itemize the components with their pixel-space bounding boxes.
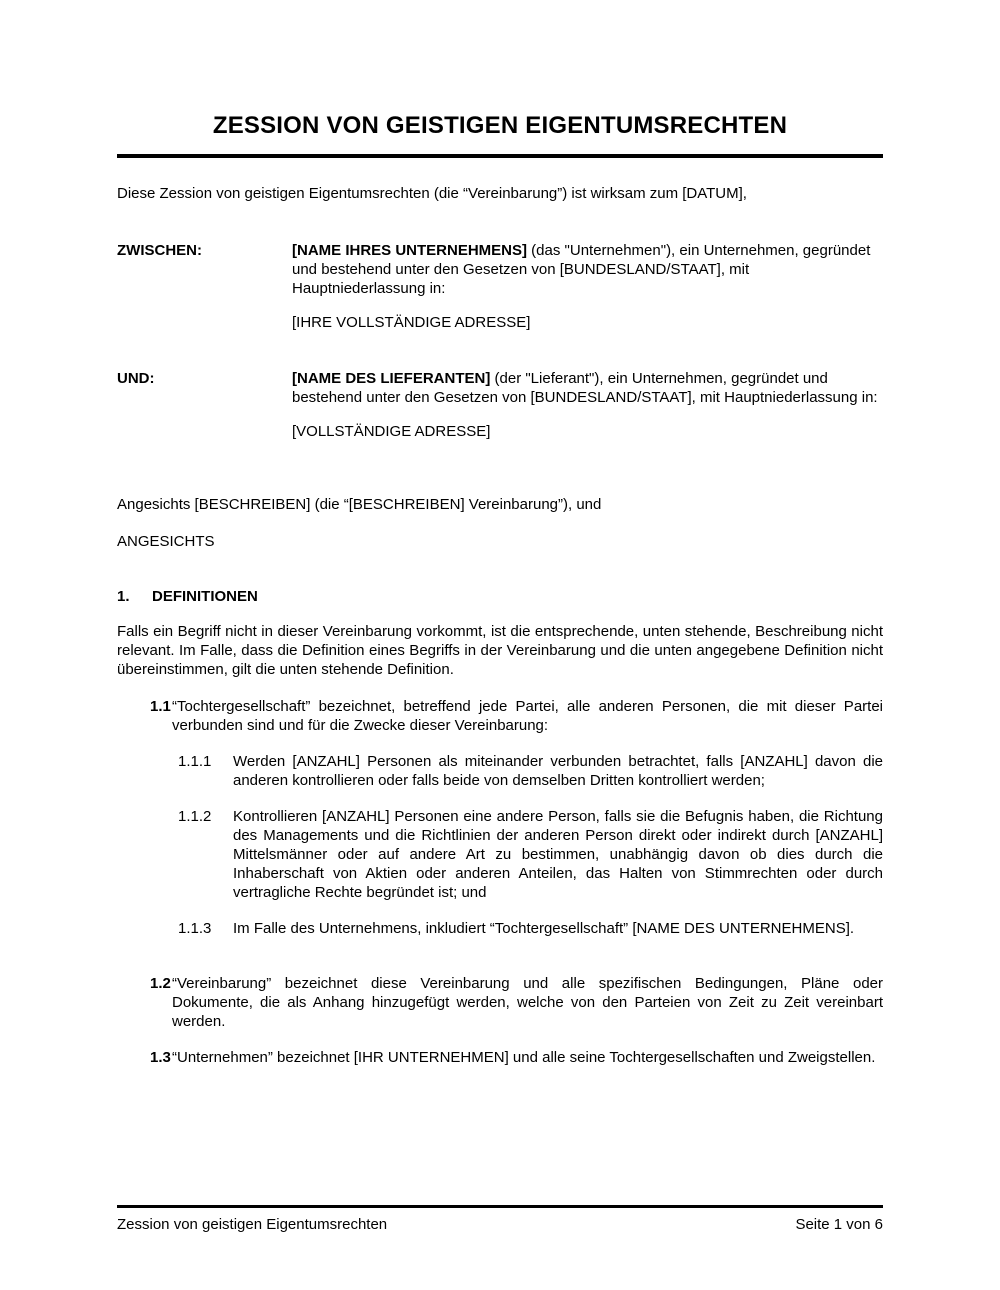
clause-text: Kontrollieren [ANZAHL] Personen eine andere Person, falls sie die Befugnis haben, die Richtung des Managements und die Richtlinien der anderen Person direkt oder indirekt durch [ANZAHL] Mittelsmänner oder auf andere Art zu bestimmen, unabhängig davon ob dies durch die Inhaberschaft von Aktien oder anderen Anteilen, das Halten von Stimmrechten oder durch vertragliche Rechte begründet ist; und — [233, 808, 883, 901]
party-description-text: (der "Lieferant"), ein Unternehmen, gegründet und bestehend unter den Gesetzen von [BUNDESLAND/STAAT], mit Hauptniederlassung in: — [292, 370, 878, 406]
party-description — [292, 369, 883, 407]
clause-number: 1.1 — [150, 698, 171, 715]
party-label: UND: — [117, 370, 155, 387]
document-title: ZESSION VON GEISTIGEN EIGENTUMSRECHTEN — [212, 112, 788, 139]
clause-1-1-3 — [117, 919, 883, 938]
party-description — [292, 241, 883, 298]
section-number: 1. — [117, 588, 130, 605]
party-name-placeholder: [NAME DES LIEFERANTEN] — [292, 370, 491, 387]
clause-1-1-2 — [117, 807, 883, 902]
clause-number: 1.2 — [150, 975, 171, 992]
footer-document-title: Zession von geistigen Eigentumsrechten — [117, 1216, 388, 1233]
clause-number: 1.1.1 — [178, 753, 212, 770]
clause-1-2 — [117, 974, 883, 1031]
party-label: ZWISCHEN: — [117, 242, 202, 259]
party-body — [292, 241, 883, 332]
clause-number: 1.3 — [150, 1049, 171, 1066]
party-body — [292, 369, 883, 441]
clause-text: “Tochtergesellschaft” bezeichnet, betreffend jede Partei, alle anderen Personen, die mit dieser Partei verbunden sind und für die Zwecke dieser Vereinbarung: — [172, 698, 883, 734]
footer-rule — [117, 1205, 883, 1208]
party-description-text: (das "Unternehmen"), ein Unternehmen, gegründet und bestehend unter den Gesetzen von [BUNDESLAND/STAAT], mit Hauptniederlassung in: — [292, 242, 871, 297]
clause-text: Werden [ANZAHL] Personen als miteinander verbunden betrachtet, falls [ANZAHL] davon die anderen kontrollieren oder falls beide von demselben Dritten kontrolliert werden; — [233, 753, 883, 789]
intro-paragraph: Diese Zession von geistigen Eigentumsrechten (die “Vereinbarung”) ist wirksam zum [DATUM], — [117, 185, 747, 202]
party-address-placeholder: [VOLLSTÄNDIGE ADRESSE] — [292, 423, 491, 440]
section-heading — [117, 587, 883, 606]
clause-number: 1.1.2 — [178, 808, 212, 825]
clause-1-3 — [117, 1048, 883, 1067]
party-address-placeholder: [IHRE VOLLSTÄNDIGE ADRESSE] — [292, 314, 531, 331]
party-block-between — [117, 241, 883, 332]
title-rule — [117, 154, 883, 158]
page-footer — [117, 1205, 883, 1234]
footer-page-number: Seite 1 von 6 — [795, 1216, 883, 1233]
footer-row — [117, 1215, 883, 1234]
clause-text: “Vereinbarung” bezeichnet diese Vereinbarung und alle spezifischen Bedingungen, Pläne oder Dokumente, die als Anhang hinzugefügt werden, welche von den Parteien von Zeit zu Zeit vereinbart werden. — [172, 975, 883, 1030]
party-block-and — [117, 369, 883, 441]
recital-paragraph: Angesichts [BESCHREIBEN] (die “[BESCHREIBEN] Vereinbarung”), und — [117, 496, 602, 513]
clause-number: 1.1.3 — [178, 920, 212, 937]
clause-1-1 — [117, 697, 883, 735]
recital-paragraph: ANGESICHTS — [117, 533, 215, 550]
clause-text: “Unternehmen” bezeichnet [IHR UNTERNEHMEN] und alle seine Tochtergesellschaften und Zweigstellen. — [172, 1049, 876, 1066]
section-heading-label: DEFINITIONEN — [152, 588, 258, 605]
clause-1-1-1 — [117, 752, 883, 790]
definitions-intro-paragraph: Falls ein Begriff nicht in dieser Vereinbarung vorkommt, ist die entsprechende, unten stehende, Beschreibung nicht relevant. Im Falle, dass die Definition eines Begriffs in der Vereinbarung und die unten angegebene Definition nicht übereinstimmen, gilt die unten stehende Definition. — [117, 623, 883, 678]
clause-text: Im Falle des Unternehmens, inkludiert “Tochtergesellschaft” [NAME DES UNTERNEHMENS]. — [233, 920, 855, 937]
party-name-placeholder: [NAME IHRES UNTERNEHMENS] — [292, 242, 528, 259]
